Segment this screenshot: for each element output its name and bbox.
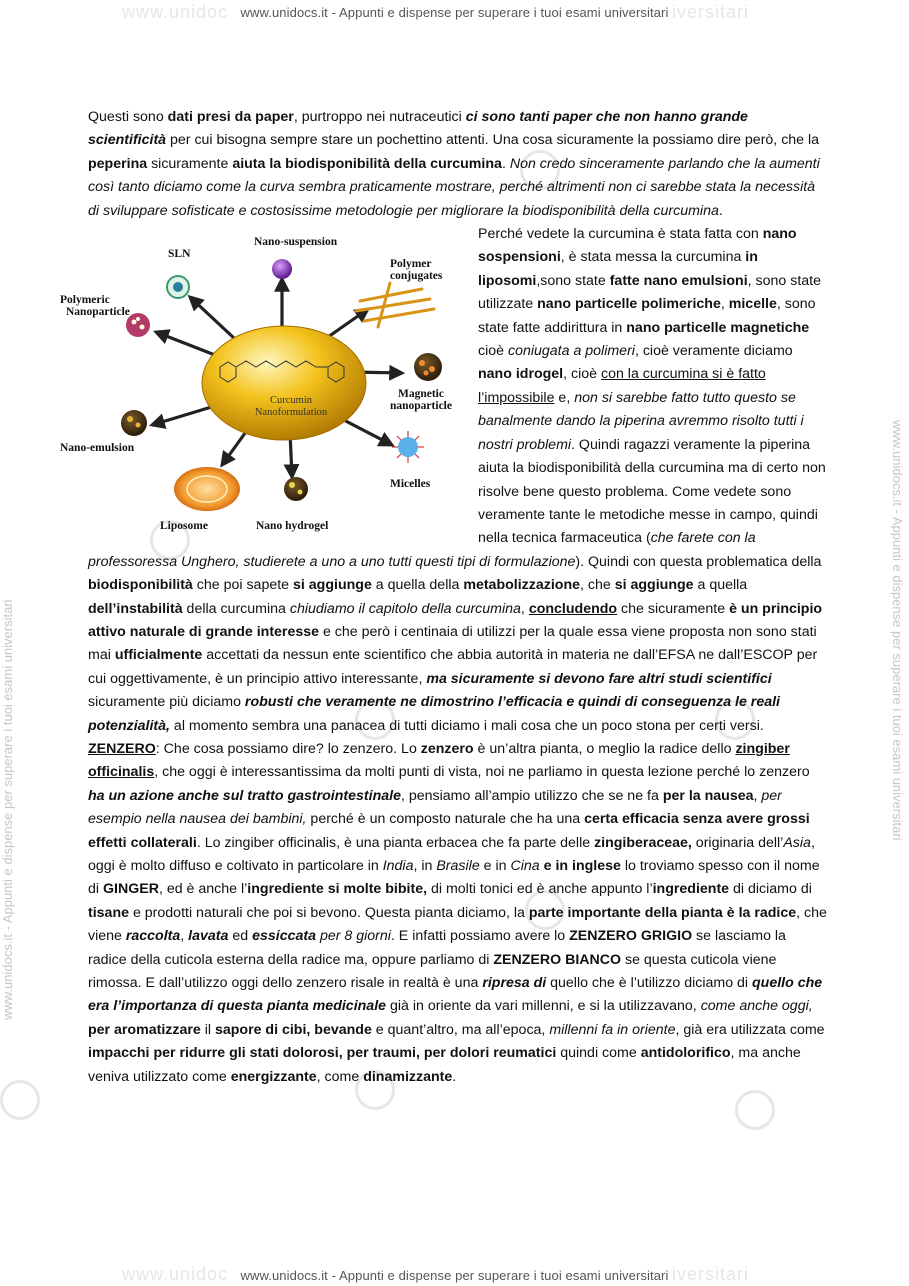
watermark-ghost-right-bottom: iversitari <box>672 1264 750 1284</box>
label-nano-hydrogel: Nano hydrogel <box>256 520 329 533</box>
nano-suspension-particle-icon <box>272 259 292 279</box>
watermark-logo-icon <box>735 1090 775 1130</box>
header-banner: www.unidocs.it - Appunti e dispense per superare i tuoi esami universitari <box>240 5 669 20</box>
label-micelles: Micelles <box>390 478 431 491</box>
label-nano-suspension: Nano-suspension <box>254 236 338 249</box>
sln-core <box>173 282 183 292</box>
nano-emulsion-icon <box>121 410 147 436</box>
side-watermark-left: www.unidocs.it - Appunti e dispense per superare i tuoi esami universitari <box>0 599 15 1020</box>
label-sln: SLN <box>168 248 191 261</box>
label-conjugates: conjugates <box>390 270 443 283</box>
side-watermark-right: www.unidocs.it - Appunti e dispense per superare i tuoi esami universitari <box>890 420 905 841</box>
polymer-conjugates-icon <box>356 283 434 327</box>
label-polymeric: Polymeric <box>60 294 110 307</box>
curcumin-nanoformulation-figure <box>60 227 468 539</box>
label-nano-emulsion: Nano-emulsion <box>60 442 135 455</box>
watermark-logo-icon <box>0 1080 40 1120</box>
liposome-icon <box>174 467 240 511</box>
label-magnetic: Magnetic <box>398 388 444 401</box>
watermark-ghost-left-bottom: www.unidoc <box>122 1264 229 1284</box>
page-content <box>60 106 828 1089</box>
section-heading-zenzero: ZENZERO <box>88 740 156 757</box>
label-liposome: Liposome <box>160 520 208 533</box>
paragraph-nanoformulations: Perché vedete la curcumina è stata fatta con nano sospensioni, è stata messa la curcumina in liposomi,sono state fatte nano emulsioni, sono state utilizzate nano particelle polimeriche, micelle, sono state fatte addirittura in nano particelle magnetiche cioè coniugata a polimeri, cioè veramente diciamo nano idrogel, cioè con la curcumina si è fatto l’impossibile e, non si sarebbe fatto tutto questo se banalmente dando la piperina avremmo risolto tutti i nostri problemi. Quindi ragazzi veramente la piperina aiuta la biodisponibilità della curcumina ma di certo non risolve bene questo problema. Come vedete sono veramente tante le metodiche messe in campo, quindi nella tecnica farmaceutica (che farete con la professoressa Unghero, studierete a uno a uno tutti questi tipi di formulazione). Quindi con questa problematica della biodisponibilità che poi sapete si aggiunge a quella della metabolizzazione, che si aggiunge a quella dell’instabilità della curcumina chiudiamo il capitolo della curcumina, concludendo che sicuramente è un principio attivo naturale di grande interesse e che però i centinaia di utilizzi per la quale essa viene proposta non sono stati mai ufficialmente accettati da nessun ente scientifico che abbia autorità in materia ne dall’EFSA ne dall’ESCOP per cui oggettivamente, è un principio attivo interessante, ma sicuramente si devono fare altri studi scientifici sicuramente più diciamo robusti che veramente ne dimostrino l’efficacia e quindi di conseguenza le reali potenzialità, al momento sembra una panacea di tutti diciamo i mali cosa che un poco stona per certi versi. <box>88 226 826 734</box>
orb-label-line2: Nanoformulation <box>254 407 328 419</box>
magnetic-nanoparticle-icon <box>414 353 442 381</box>
orb-label-line1: Curcumin <box>270 395 312 407</box>
micelles-icon <box>392 431 424 463</box>
paragraph-piperine: Questi sono dati presi da paper, purtroppo nei nutraceutici ci sono tanti paper che non hanno grande scientificità per cui bisogna sempre stare un pochettino attenti. Una cosa sicuramente la possiamo dire però, che la peperina sicuramente aiuta la biodisponibilità della curcumina. Non credo sinceramente parlando che la aumenti così tanto diciamo come la curva sembra praticamente mostrare, perché altrimenti non ci sarebbe stata la necessità di sviluppare sofisticate e costosissime metodologie per migliorare la biodisponibilità della curcumina. <box>88 109 820 219</box>
watermark-ghost-left: www.unidoc <box>122 2 229 22</box>
label-polymer: Polymer <box>390 258 432 271</box>
label-magnetic-nanoparticle: nanoparticle <box>390 400 452 413</box>
footer-banner: www.unidocs.it - Appunti e dispense per superare i tuoi esami universitari <box>240 1268 669 1283</box>
curcumin-orb <box>202 326 366 440</box>
paragraph-zenzero: ZENZERO: Che cosa possiamo dire? lo zenzero. Lo zenzero è un’altra pianta, o meglio la radice dello zingiber officinalis, che oggi è interessantissima da molti punti di vista, noi ne parliamo in questa lezione perché lo zenzero ha un azione anche sul tratto gastrointestinale, pensiamo all’ampio utilizzo che se ne fa per la nausea, per esempio nella nausea dei bambini, perché è un composto naturale che ha una certa efficacia senza avere grossi effetti collaterali. Lo zingiber officinalis, è una pianta erbacea che fa parte delle zingiberaceae, originaria dell’Asia, oggi è molto diffuso e coltivato in particolare in India, in Brasile e in Cina e in inglese lo troviamo spesso con il nome di GINGER, ed è anche l’ingrediente si molte bibite, di molti tonici ed è anche appunto l’ingrediente di diciamo di tisane e prodotti naturali che poi si bevono. Questa pianta diciamo, la parte importante della pianta è la radice, che viene raccolta, lavata ed essiccata per 8 giorni. E infatti possiamo avere lo ZENZERO GRIGIO se lasciamo la radice della cuticola esterna della radice ma, oppure parliamo di ZENZERO BIANCO se questa cuticola viene rimossa. E dall’utilizzo oggi dello zenzero risale in realtà è una ripresa di quello che è l’utilizzo diciamo di quello che era l’importanza di questa pianta medicinale già in oriente da vari millenni, e si la utilizzavano, come anche oggi, per aromatizzare il sapore di cibi, bevande e quant’altro, ma all’epoca, millenni fa in oriente, già era utilizzata come impacchi per ridurre gli stati dolorosi, per traumi, per dolori reumatici quindi come antidolorifico, ma anche veniva utilizzato come energizzante, come dinamizzante. <box>88 740 827 1085</box>
nano-hydrogel-icon <box>284 477 308 501</box>
watermark-ghost-right: iversitari <box>672 2 750 22</box>
label-nanoparticle: Nanoparticle <box>66 306 130 319</box>
